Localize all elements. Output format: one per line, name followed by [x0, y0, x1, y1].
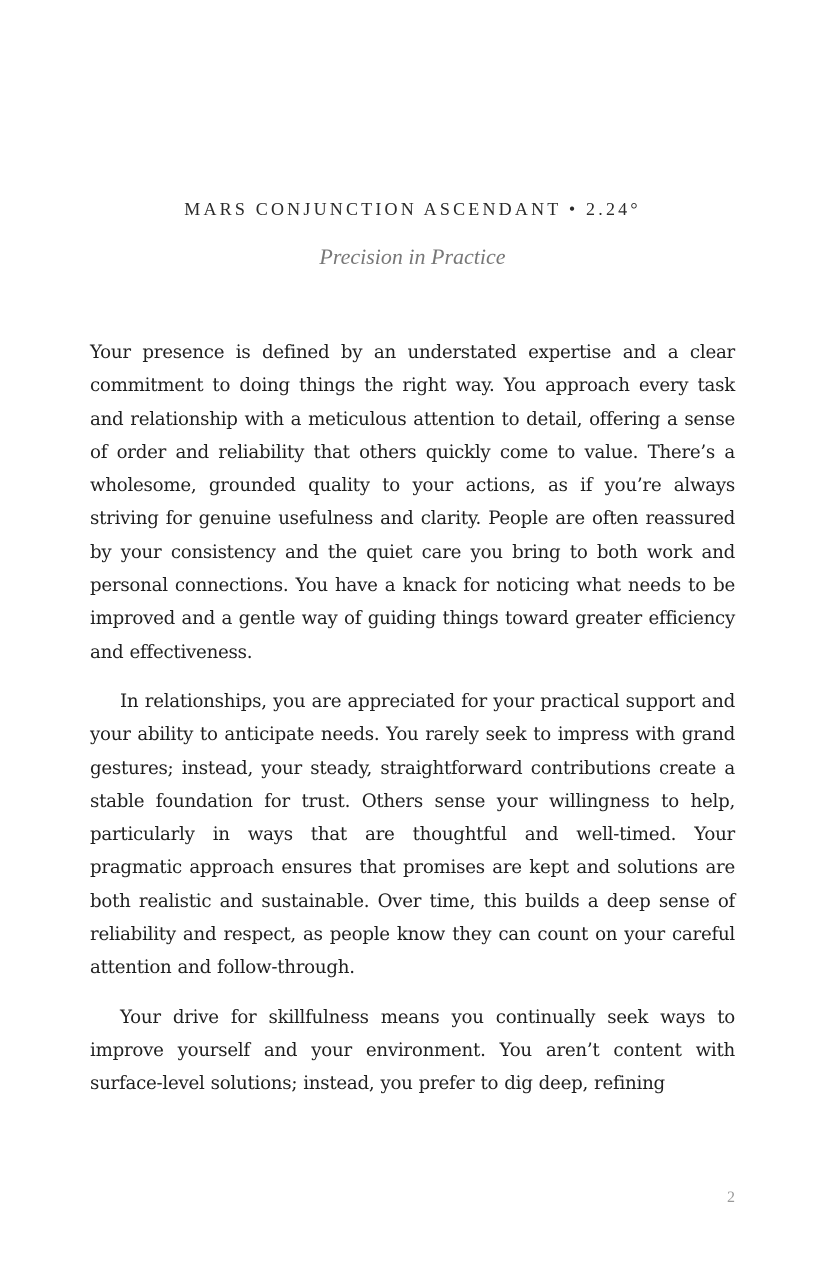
paragraph-2: In relationships, you are appreciated for your practical support and your ability to anticipate needs. You rarely seek to impress with grand gestures; instead, your steady, straightforward contributions create a stable foundation for trust. Others sense your willingness to help, particularly in ways that are thoughtful and well-timed. Your pragmatic approach ensures that promises are kept and solutions are both realistic and sustainable. Over time, this builds a deep sense of reliability and respect, as people know they can count on your careful attention and follow-through. [90, 690, 735, 979]
paragraph-1: Your presence is defined by an understated expertise and a clear commitment to doing things the right way. You approach every task and relationship with a meticulous attention to detail, offering a sense of order and reliability that others quickly come to value. There’s a wholesome, grounded quality to your actions, as if you’re always striving for genuine usefulness and clarity. People are often reassured by your consistency and the quiet care you bring to both work and personal connections. You have a knack for noticing what needs to be improved and a gentle way of guiding things toward greater efficiency and effectiveness. [90, 342, 735, 663]
section-heading: MARS CONJUNCTION ASCENDANT • 2.24° [184, 199, 641, 219]
page-number: 2 [727, 1189, 735, 1206]
body-text [90, 336, 735, 1117]
paragraph-3: Your drive for skillfulness means you continually seek ways to improve yourself and your environment. You aren’t content with surface-level solutions; instead, you prefer to dig deep, refining [90, 1006, 735, 1095]
section-subtitle: Precision in Practice [319, 244, 506, 269]
